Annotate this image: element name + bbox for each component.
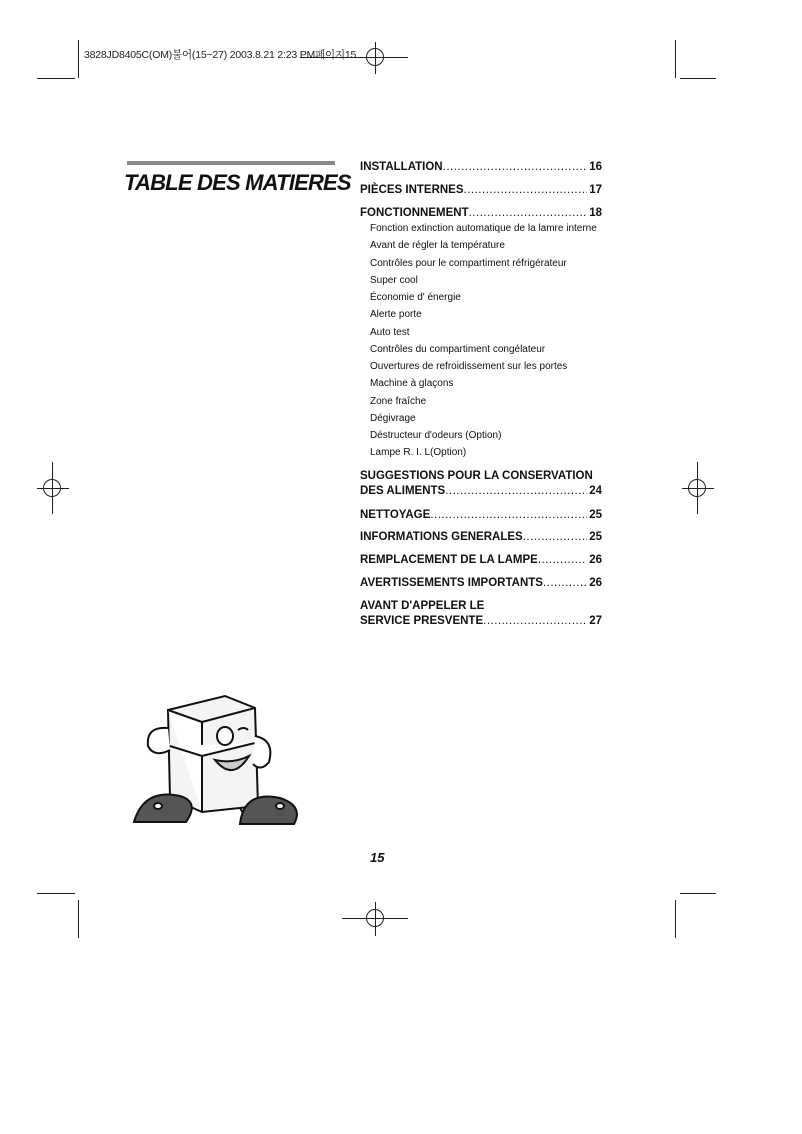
toc-page: 24	[589, 485, 602, 497]
dot-leader	[538, 553, 587, 568]
page-number: 15	[370, 850, 385, 865]
toc-label: AVANT D'APPELER LE	[360, 600, 485, 612]
toc-label: NETTOYAGE	[360, 509, 431, 521]
registration-mark-icon	[366, 48, 384, 66]
toc-sub-item: Machine à glaçons	[370, 378, 454, 390]
registration-mark-icon	[366, 909, 384, 927]
toc-page: 18	[589, 207, 602, 219]
toc-page: 27	[589, 615, 602, 627]
toc-label: PIÈCES INTERNES	[360, 184, 464, 196]
toc-entry-avertissements	[360, 576, 602, 591]
crop-mark	[37, 893, 75, 894]
toc-entry-fonctionnement	[360, 206, 602, 221]
toc-sub-item: Fonction extinction automatique de la lamre interne	[370, 223, 597, 234]
toc-label: FONCTIONNEMENT	[360, 207, 469, 219]
title-bar	[127, 161, 335, 165]
crop-mark	[675, 900, 676, 938]
toc-label: SUGGESTIONS POUR LA CONSERVATION	[360, 470, 593, 482]
registration-mark-icon	[43, 479, 61, 497]
dot-leader	[443, 160, 588, 175]
toc-sub-item: Ouvertures de refroidissement sur les portes	[370, 361, 568, 372]
toc-sub-item: Avant de régler la température	[370, 240, 505, 252]
toc-label: REMPLACEMENT DE LA LAMPE	[360, 554, 538, 566]
toc-page: 17	[589, 184, 602, 196]
toc-page: 16	[589, 161, 602, 173]
toc-sub-item: Lampe R. I. L(Option)	[370, 447, 467, 459]
crop-mark	[78, 900, 79, 938]
toc-sub-item: Zone fraîche	[370, 395, 427, 407]
toc-entry-installation	[360, 160, 602, 175]
toc-sub-item: Contrôles du compartiment congélateur	[370, 343, 546, 355]
dot-leader	[523, 530, 587, 545]
page-title: TABLE DES MATIERES	[124, 170, 351, 195]
toc-sub-item: Super cool	[370, 274, 418, 286]
fridge-mascot-illustration	[130, 688, 305, 830]
toc-label: AVERTISSEMENTS IMPORTANTS	[360, 577, 543, 589]
dot-leader	[445, 484, 587, 499]
toc-entry-informations	[360, 530, 602, 545]
crop-mark	[78, 40, 79, 78]
toc-label: DES ALIMENTS	[360, 485, 446, 497]
registration-mark-icon	[688, 479, 706, 497]
toc-sub-item: Déstructeur d'odeurs (Option)	[370, 430, 502, 441]
toc-page: 25	[589, 509, 602, 521]
crop-mark	[680, 78, 716, 79]
toc-page: 26	[589, 554, 602, 566]
print-info: 3828JD8405C(OM)불어(15~27) 2003.8.21 2:23 PM페이지15	[84, 49, 357, 61]
dot-leader	[469, 206, 588, 221]
toc-entry-remplacement	[360, 553, 602, 568]
dot-leader	[464, 183, 588, 198]
dot-leader	[430, 508, 587, 523]
toc-entry-suggestions	[360, 469, 602, 499]
toc-sub-item: Auto test	[370, 326, 410, 338]
toc-sub-item: Contrôles pour le compartiment réfrigérateur	[370, 257, 567, 269]
toc-page: 26	[589, 577, 602, 589]
dot-leader	[483, 614, 587, 629]
toc-page: 25	[589, 531, 602, 543]
toc-label: SERVICE PRESVENTE	[360, 615, 484, 627]
crop-mark	[675, 40, 676, 78]
toc-label: INFORMATIONS GENERALES	[360, 531, 523, 543]
toc-entry-avant	[360, 599, 602, 629]
crop-mark	[680, 893, 716, 894]
toc-sub-item: Économie d' énergie	[370, 292, 461, 303]
toc-entry-pieces	[360, 183, 602, 198]
crop-mark	[37, 78, 75, 79]
toc-entry-nettoyage	[360, 508, 602, 523]
toc-label: INSTALLATION	[360, 161, 443, 173]
toc-sub-item: Dégivrage	[370, 412, 416, 424]
dot-leader	[543, 576, 587, 591]
toc-sub-item: Alerte porte	[370, 309, 422, 321]
